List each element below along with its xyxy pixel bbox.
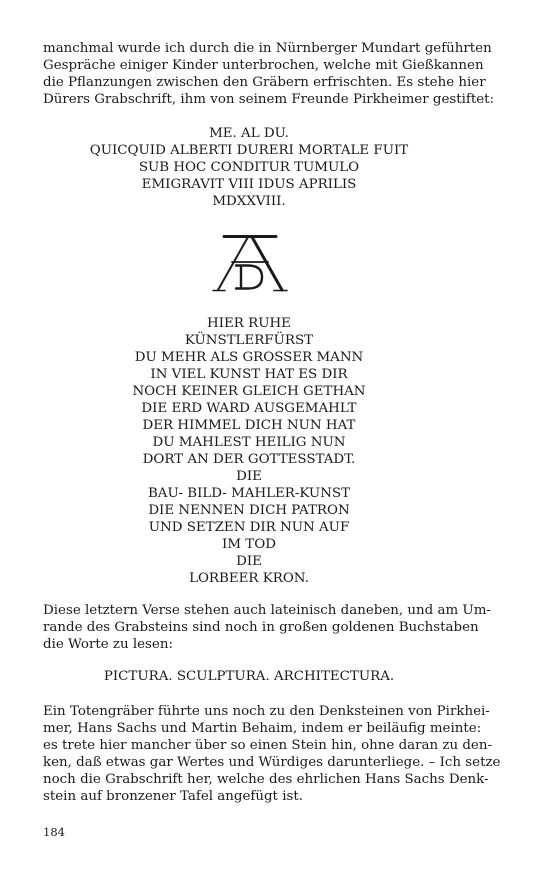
epitaph-line: IM TOD [222, 537, 276, 552]
epitaph-line: HIER RUHE [207, 316, 291, 331]
text-line: noch die Grabschrift her, welche des ehrlichen Hans Sachs Denk- [43, 772, 489, 787]
text-line: Ein Totengräber führte uns noch zu den Denksteinen von Pirkhei- [43, 704, 490, 719]
text-line: die Worte zu lesen: [43, 637, 173, 652]
epitaph-line: DIE NENNEN DICH PATRON [148, 503, 350, 518]
paragraph-gravedigger [43, 703, 501, 805]
inscription-line: MDXXVIII. [212, 194, 286, 209]
motto-line: PICTURA. SCULPTURA. ARCHITECTURA. [103, 669, 395, 684]
epitaph-line: DER HIMMEL DICH NUN HAT [142, 418, 356, 433]
inscription-line: QUICQUID ALBERTI DURERI MORTALE FUIT [89, 143, 409, 158]
german-epitaph [43, 315, 455, 587]
text-line: mer, Hans Sachs und Martin Behaim, indem er beiläufig meinte: [43, 721, 482, 736]
text-line: ken, daß etwas gar Wertes und Würdiges darunterliege. – Ich setze [43, 755, 501, 770]
page-number: 184 [43, 825, 65, 839]
text-line: stein auf bronzener Tafel angefügt ist. [43, 789, 303, 804]
epitaph-line: KÜNSTLERFÜRST [184, 333, 314, 348]
paragraph-intro [43, 40, 495, 108]
epitaph-line: DIE [236, 469, 262, 484]
text-line: manchmal wurde ich durch die in Nürnberger Mundart geführten [43, 41, 492, 56]
epitaph-line: BAU- BILD- MAHLER-KUNST [147, 486, 351, 501]
text-line: Diese letztern Verse stehen auch lateinisch daneben, und am Um- [43, 603, 491, 618]
epitaph-line: LORBEER KRON. [189, 571, 309, 586]
text-line: es trete hier mancher über so einen Stein hin, ohne daran zu den- [43, 738, 493, 753]
epitaph-line: DORT AN DER GOTTESSTADT. [142, 452, 356, 467]
latin-inscription [43, 125, 455, 210]
text-line: die Pflanzungen zwischen den Gräbern erfrischten. Es stehe hier [43, 75, 486, 90]
inscription-line: ME. AL DU. [209, 126, 289, 141]
epitaph-line: DIE [236, 554, 262, 569]
epitaph-line: DIE ERD WARD AUSGEMAHLT [141, 401, 357, 416]
text-line: Dürers Grabschrift, ihm von seinem Freunde Pirkheimer gestiftet: [43, 92, 495, 107]
epitaph-line: DU MEHR ALS GROSSER MANN [134, 350, 364, 365]
epitaph-line: UND SETZEN DIR NUN AUF [148, 520, 350, 535]
durer-monogram-icon [212, 232, 288, 294]
inscription-line: SUB HOC CONDITUR TUMULO [138, 160, 360, 175]
epitaph-line: NOCH KEINER GLEICH GETHAN [132, 384, 366, 399]
text-line: rande des Grabsteins sind noch in großen goldenen Buchstaben [43, 620, 479, 635]
epitaph-line: DU MAHLEST HEILIG NUN [152, 435, 346, 450]
paragraph-margin-note [43, 602, 491, 653]
text-line: Gespräche einiger Kinder unterbrochen, welche mit Gießkannen [43, 58, 484, 73]
inscription-line: EMIGRAVIT VIII IDUS APRILIS [141, 177, 357, 192]
epitaph-line: IN VIEL KUNST HAT ES DIR [150, 367, 348, 382]
